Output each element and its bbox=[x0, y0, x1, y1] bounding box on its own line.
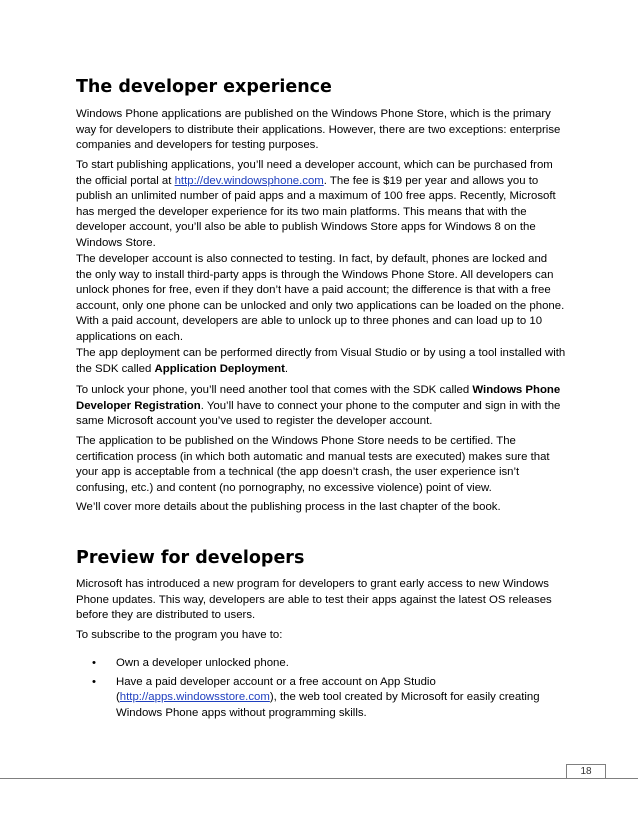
paragraph bbox=[76, 346, 566, 377]
dev-portal-link[interactable]: http://dev.windowsphone.com bbox=[174, 174, 324, 187]
paragraph bbox=[76, 383, 566, 430]
paragraph: Microsoft has introduced a new program for developers to grant early access to new Windows Phone updates. This way, developers are able to test their apps against the latest OS releases before they are distributed to users. bbox=[76, 578, 552, 621]
paragraph-block bbox=[76, 346, 566, 377]
paragraph: The application to be published on the Windows Phone Store needs to be certified. The certification process (in which both automatic and manual tests are executed) makes sure that your app is acceptable from a technical (the app doesn’t crash, the user experience isn’t confusing, etc.) and content (no pornography, no excessive violence) point of view. bbox=[76, 435, 550, 494]
paragraph-block bbox=[76, 628, 566, 644]
paragraph: To subscribe to the program you have to: bbox=[76, 629, 283, 641]
requirements-list-block bbox=[76, 656, 566, 724]
bullet-icon: • bbox=[92, 675, 96, 688]
section-developer-experience-body bbox=[76, 107, 566, 154]
paragraph-block bbox=[76, 500, 566, 516]
paragraph-block bbox=[76, 158, 566, 251]
footer-divider bbox=[0, 778, 638, 779]
paragraph: Windows Phone applications are published on the Windows Phone Store, which is the primary way for developers to distribute their applications. However, there are two exceptions: enterprise companies and developers for testing purposes. bbox=[76, 108, 561, 151]
text-run: . bbox=[284, 362, 289, 375]
text-run: . You’ll have to connect your phone to the computer and sign in with the same Microsoft account you’ve used to register the developer account. bbox=[76, 399, 561, 427]
list-item bbox=[76, 675, 566, 722]
list-item bbox=[76, 656, 566, 672]
text-run: To start publishing applications, you’ll need a developer account, which can be purchased from the official portal at bbox=[76, 159, 553, 187]
section-heading-preview-for-developers: Preview for developers bbox=[76, 548, 305, 568]
page-number: 18 bbox=[566, 764, 606, 779]
text-run: . The fee is $19 per year and allows you to publish an unlimited number of paid apps and a maximum of 100 free apps. Recently, Microsoft has merged the developer experience for its two main platforms. This means that with the developer account, you’ll also be able to publish Windows Store apps for Windows 8 on the Windows Store. bbox=[76, 174, 556, 249]
list-item-text: Have a paid developer account or a free account on App Studio ( bbox=[116, 675, 436, 703]
bold-term: Windows Phone Developer Registration bbox=[76, 384, 561, 412]
paragraph-block bbox=[76, 434, 566, 496]
paragraph-block bbox=[76, 577, 566, 624]
text-run: The app deployment can be performed directly from Visual Studio or by using a tool installed with the SDK called bbox=[76, 347, 566, 375]
paragraph-block bbox=[76, 383, 566, 430]
list-item-text: Own a developer unlocked phone. bbox=[116, 657, 289, 669]
paragraph: The developer account is also connected to testing. In fact, by default, phones are locked and the only way to install third-party apps is through the Windows Phone Store. All developers can unlock phones for free, even if they don’t have a paid account; the difference is that with a free account, only one phone can be unlocked and only two applications can be loaded on the phone. With a paid account, developers are able to unlock up to three phones and can load up to 10 applications on each. bbox=[76, 253, 565, 343]
text-run: To unlock your phone, you’ll need another tool that comes with the SDK called bbox=[76, 384, 473, 396]
section-heading-developer-experience: The developer experience bbox=[76, 77, 332, 97]
requirements-list bbox=[76, 656, 566, 721]
list-item-text: ), the web tool created by Microsoft for easily creating Windows Phone apps without programming skills. bbox=[116, 691, 540, 719]
bold-term: Application Deployment bbox=[154, 362, 285, 375]
paragraph: We’ll cover more details about the publishing process in the last chapter of the book. bbox=[76, 501, 501, 513]
paragraph bbox=[76, 158, 566, 251]
app-studio-link[interactable]: http://apps.windowsstore.com bbox=[119, 691, 270, 703]
paragraph-block bbox=[76, 252, 566, 345]
bullet-icon: • bbox=[92, 657, 96, 669]
